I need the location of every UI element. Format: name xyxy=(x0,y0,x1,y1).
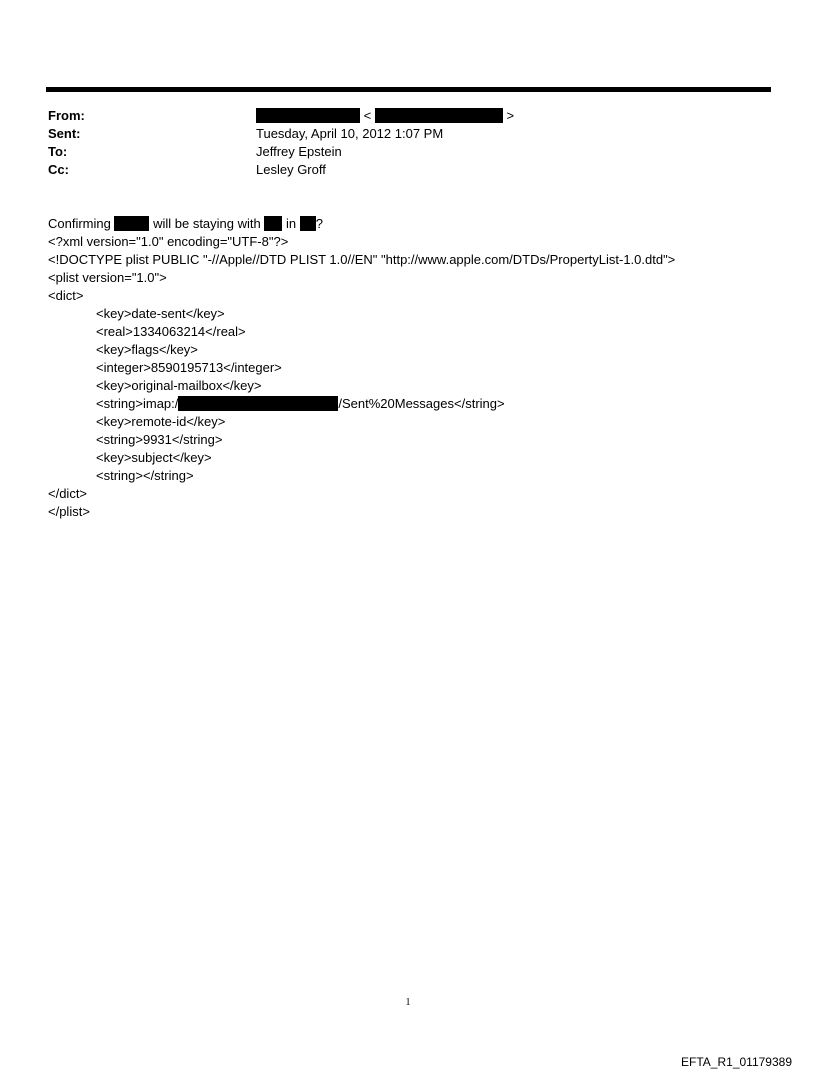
redaction-box xyxy=(114,216,149,231)
from-value xyxy=(256,107,514,125)
header-rule xyxy=(46,87,771,92)
imap-prefix: <string>imap:/ xyxy=(96,396,179,411)
dict-open: <dict> xyxy=(48,288,84,303)
from-open-bracket: < xyxy=(363,108,372,123)
message-text: in xyxy=(282,216,300,231)
plist-entry: <key>flags</key> xyxy=(96,342,198,357)
message-text: Confirming xyxy=(48,216,115,231)
message-text: will be staying with xyxy=(149,216,265,231)
page-number: 1 xyxy=(405,997,411,1008)
plist-entry-imap xyxy=(48,395,675,413)
doctype-line: <!DOCTYPE plist PUBLIC "-//Apple//DTD PLIST 1.0//EN" "http://www.apple.com/DTDs/PropertyList-1.0.dtd"> xyxy=(48,252,676,267)
message-line xyxy=(48,215,675,233)
from-label: From: xyxy=(48,108,85,123)
plist-entry: <string></string> xyxy=(96,468,194,483)
redaction-box xyxy=(264,216,282,231)
xml-declaration: <?xml version="1.0" encoding="UTF-8"?> xyxy=(48,234,289,249)
plist-open: <plist version="1.0"> xyxy=(48,270,167,285)
plist-entry: <real>1334063214</real> xyxy=(96,324,246,339)
plist-entry: <integer>8590195713</integer> xyxy=(96,360,282,375)
sent-value: Tuesday, April 10, 2012 1:07 PM xyxy=(256,126,444,141)
cc-value: Lesley Groff xyxy=(256,162,326,177)
sent-label: Sent: xyxy=(48,126,81,141)
to-label: To: xyxy=(48,144,68,159)
from-close-bracket: > xyxy=(506,108,515,123)
plist-close: </plist> xyxy=(48,504,90,519)
plist-entry: <key>subject</key> xyxy=(96,450,212,465)
plist-entry: <string>9931</string> xyxy=(96,432,223,447)
cc-label: Cc: xyxy=(48,162,69,177)
message-text: ? xyxy=(315,216,323,231)
email-body xyxy=(48,215,675,521)
imap-suffix: /Sent%20Messages</string> xyxy=(338,396,505,411)
redaction-box xyxy=(178,396,338,411)
to-value: Jeffrey Epstein xyxy=(256,144,342,159)
plist-entry: <key>date-sent</key> xyxy=(96,306,225,321)
redaction-box xyxy=(375,108,503,123)
redaction-box xyxy=(300,216,316,231)
plist-entry: <key>original-mailbox</key> xyxy=(96,378,262,393)
plist-entry: <key>remote-id</key> xyxy=(96,414,226,429)
redaction-box xyxy=(256,108,360,123)
dict-close: </dict> xyxy=(48,486,88,501)
bates-number: EFTA_R1_01179389 xyxy=(681,1055,792,1069)
